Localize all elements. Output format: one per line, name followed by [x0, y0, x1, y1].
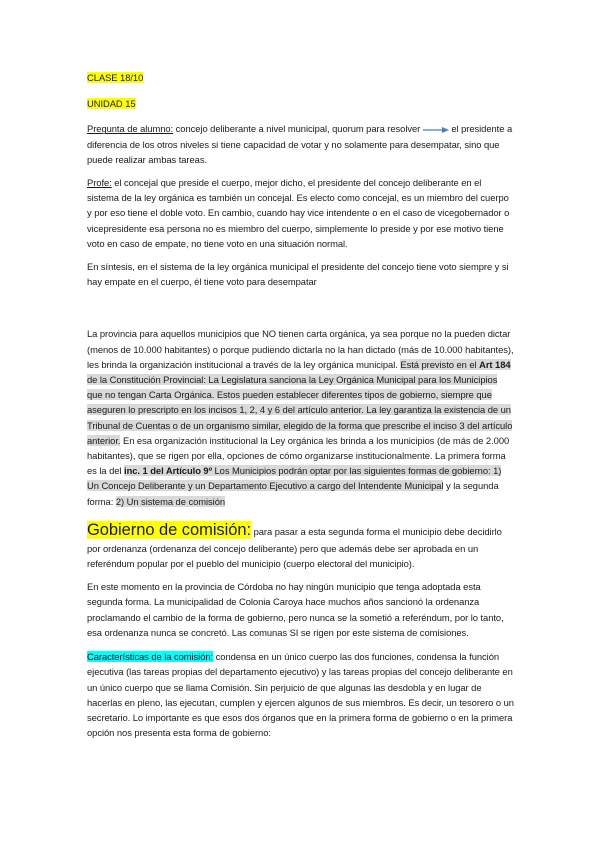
commission-features-text: condensa en un único cuerpo las dos funciones, condensa la función ejecutiva (las tareas propias del departamento ejecutivo) y las tareas propias del concejo deliberante en un único cuerpo que se llama Comisión. Sin perjuicio de que algunas las desdobla y en lugar de hacerlas en pleno, las ejecutan, cumplen y ejercen algunos de sus miembros. Es decir, un tesorero o un secretario. Lo importante es que esos dos órganos que en la primera forma de gobierno o en la primera opción nos presenta esta forma de gobierno: — [87, 651, 514, 739]
commission-features-label: Características de la comisión: — [87, 651, 214, 663]
document-content — [87, 70, 515, 740]
synthesis-text: En síntesis, en el sistema de la ley orgánica municipal el presidente del concejo tiene voto siempre y si hay empate en el cuerpo, él tiene voto para desempatar — [87, 261, 509, 288]
article-9-text: Los Municipios podrán optar por las siguientes formas de gobierno: — [211, 465, 494, 477]
constitution-ref-a: Está previsto en el — [400, 358, 480, 370]
class-heading — [87, 70, 515, 85]
commission-government-title: Gobierno de comisión: — [87, 520, 252, 539]
unit-heading — [87, 96, 515, 111]
province-text-1: La provincia para aquellos municipios que NO tienen carta orgánica, ya sea porque no la pueden dictar (menos de 10.000 habitantes) o porque pudiendo dictarla no la han dictado (más de 10.000 habitantes), les brinda la organización institucional a través de la ley orgánica municipal. — [87, 328, 514, 370]
teacher-label: Profe: — [87, 177, 112, 189]
teacher-answer-paragraph — [87, 175, 515, 251]
student-question-text-a: concejo deliberante a nivel municipal, quorum para resolver — [173, 123, 423, 135]
constitution-ref-b: de la Constitución Provincial: La Legislatura sanciona la Ley Orgánica Municipal para los Municipios que no tengan Carta Orgánica. Estos pueden establecer diferentes tipos de gobierno, siempre que aseguren lo prescripto en los incisos 1, 2, 4 y 6 del artículo anterior. La ley garantiza la existencia de un Tribunal de Cuentas o de un organismo similar, elegido de la forma que prescribe el inciso 3 del artículo anterior. — [87, 374, 513, 446]
class-label: CLASE 18/10 — [87, 72, 144, 83]
first-form-option: 1) Un Concejo Deliberante y un Departamento Ejecutivo a cargo del Intendente Municipal — [87, 465, 502, 492]
province-paragraph — [87, 326, 515, 508]
arrow-right-icon — [423, 126, 449, 134]
student-question-paragraph — [87, 121, 515, 167]
commission-features-paragraph — [87, 649, 515, 740]
commission-government-paragraph — [87, 519, 515, 571]
article-9-inc-1: inc. 1 del Artículo 9º — [124, 465, 212, 477]
commission-government-text: para pasar a esta segunda forma el municipio debe decidirlo por ordenanza (ordenanza del concejo deliberante) pero que además debe ser aprobada en un referéndum popular por el pueblo del municipio (cuerpo electoral del municipio). — [87, 525, 502, 570]
synthesis-paragraph — [87, 259, 515, 289]
unit-label: UNIDAD 15 — [87, 98, 136, 110]
cordoba-text: En este momento en la provincia de Córdoba no hay ningún municipio que tenga adoptada esta segunda forma. La municipalidad de Colonia Caroya hace muchos años sancionó la ordenanza proclamando el cambio de la forma de gobierno, pero nunca se la sometió a referéndum, por lo tanto, esa ordenanza nunca se concretó. Las comunas SI se rigen por este sistema de comisiones. — [87, 581, 504, 638]
article-184: Art 184 — [479, 358, 511, 370]
second-form-option: 2) Un sistema de comisión — [115, 495, 226, 507]
student-question-text-b: el presidente a diferencia de los otros niveles si tiene capacidad de votar y no solamente para desempatar, sino que puede realizar ambas tareas. — [87, 123, 513, 165]
teacher-answer-text: el concejal que preside el cuerpo, mejor dicho, el presidente del concejo deliberante en el sistema de la ley orgánica es también un concejal. Es electo como concejal, es un miembro del cuerpo y por eso tiene el doble voto. En cambio, cuando hay vice intendente o en el caso de vicegobernador o vicepresidente esa persona no es miembro del cuerpo, simplemente lo preside y por ese motivo tiene voto en caso de empate, no tiene voto en una situación normal. — [87, 177, 510, 249]
province-text-2: En esa organización institucional la Ley orgánica les brinda a los municipios (de más de 2.000 habitantes), que se rigen por ella, opciones de cómo organizarse institucionalmente. La primera forma es la del — [87, 434, 510, 477]
province-text-3: y la segunda forma: — [87, 480, 499, 507]
student-question-label: Pregunta de alumno: — [87, 123, 174, 135]
cordoba-paragraph — [87, 579, 515, 640]
